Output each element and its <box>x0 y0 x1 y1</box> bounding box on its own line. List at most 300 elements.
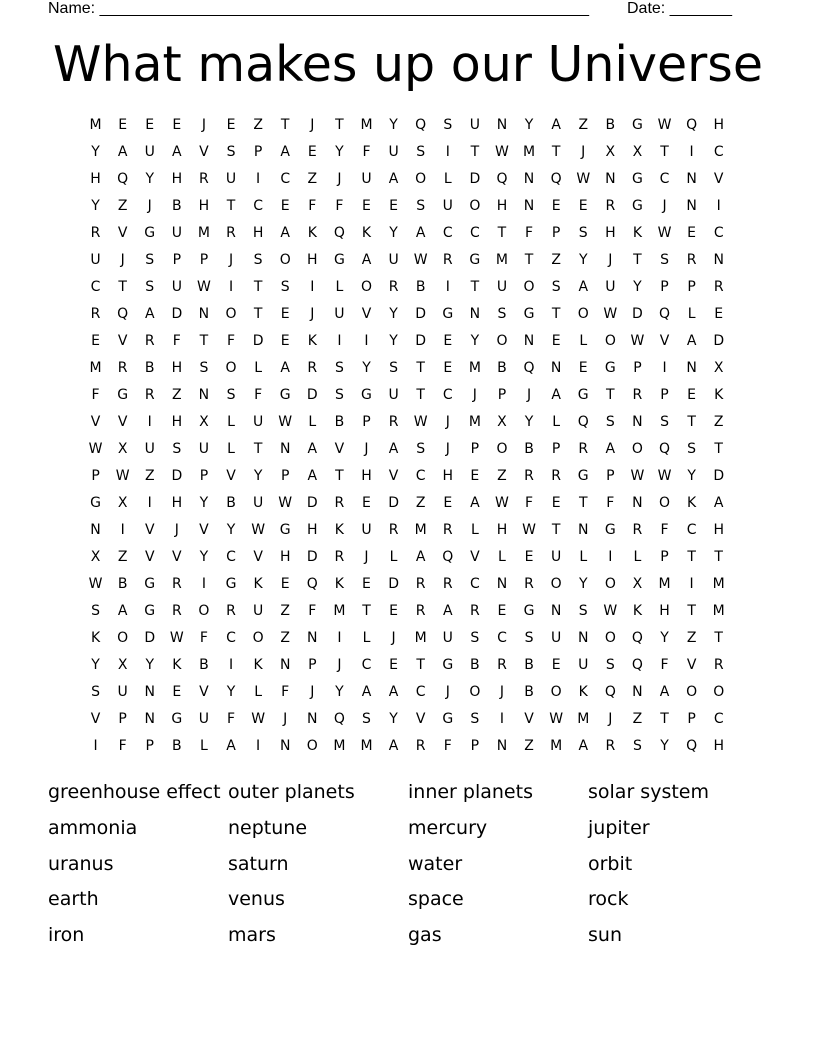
grid-letter: M <box>360 738 373 754</box>
grid-letter: K <box>632 603 643 619</box>
grid-letter: N <box>632 684 643 700</box>
grid-letter: E <box>145 117 155 133</box>
grid-letter: S <box>497 306 507 322</box>
grid-letter: A <box>361 684 372 700</box>
word-list-item: venus <box>228 888 285 911</box>
grid-letter: H <box>171 171 183 187</box>
grid-letter: I <box>445 144 450 160</box>
grid-letter: Q <box>659 306 671 322</box>
word-list-item: space <box>408 888 464 911</box>
grid-letter: D <box>171 468 183 484</box>
grid-letter: R <box>605 738 616 754</box>
grid-letter: Z <box>280 630 290 646</box>
grid-letter: H <box>605 225 616 241</box>
grid-row <box>82 355 732 382</box>
grid-letter: H <box>361 468 372 484</box>
grid-letter: D <box>388 495 399 511</box>
grid-letter: K <box>253 576 263 592</box>
grid-letter: A <box>117 144 128 160</box>
grid-letter: T <box>714 630 723 646</box>
grid-letter: F <box>199 630 208 646</box>
grid-letter: U <box>252 495 264 511</box>
grid-letter: R <box>524 576 534 592</box>
grid-letter: G <box>117 387 129 403</box>
grid-row <box>82 112 732 139</box>
grid-letter: M <box>550 738 563 754</box>
grid-letter: N <box>198 387 210 403</box>
grid-letter: X <box>117 441 128 457</box>
grid-letter: G <box>144 603 156 619</box>
grid-letter: Y <box>470 333 480 349</box>
grid-letter: A <box>551 387 561 403</box>
grid-letter: P <box>687 279 696 295</box>
grid-letter: L <box>254 684 263 700</box>
grid-letter: N <box>577 522 589 538</box>
grid-letter: S <box>226 144 236 160</box>
grid-letter: E <box>551 495 561 511</box>
grid-letter: U <box>225 171 237 187</box>
grid-letter: A <box>144 306 155 322</box>
grid-letter: G <box>361 387 372 403</box>
grid-letter: V <box>361 306 372 322</box>
grid-letter: I <box>228 657 234 673</box>
grid-letter: L <box>200 738 208 754</box>
grid-row <box>82 598 732 625</box>
grid-letter: V <box>90 711 101 727</box>
grid-letter: P <box>199 468 209 484</box>
word-list-item: uranus <box>48 852 114 875</box>
grid-letter: Z <box>551 252 561 268</box>
grid-letter: T <box>551 144 561 160</box>
grid-letter: Z <box>497 468 507 484</box>
grid-letter: A <box>226 738 236 754</box>
grid-letter: E <box>578 360 588 376</box>
grid-letter: U <box>252 414 264 430</box>
grid-letter: J <box>337 657 342 673</box>
grid-letter: E <box>551 198 561 214</box>
grid-letter: P <box>660 279 669 295</box>
grid-letter: S <box>605 657 615 673</box>
grid-letter: G <box>604 522 616 538</box>
grid-letter: Y <box>91 657 100 673</box>
grid-letter: Y <box>687 468 696 484</box>
grid-letter: F <box>226 711 236 727</box>
grid-letter: C <box>469 225 480 241</box>
grid-letter: A <box>388 684 399 700</box>
grid-letter: H <box>171 360 183 376</box>
grid-letter: W <box>576 171 591 187</box>
grid-letter: U <box>469 117 480 133</box>
grid-row <box>82 301 732 328</box>
grid-row <box>82 166 732 193</box>
grid-letter: D <box>469 171 481 187</box>
grid-letter: G <box>631 117 643 133</box>
grid-letter: U <box>171 225 182 241</box>
grid-letter: E <box>280 198 290 214</box>
grid-letter: O <box>550 684 562 700</box>
grid-letter: B <box>524 684 534 700</box>
grid-letter: V <box>524 711 534 727</box>
grid-letter: S <box>416 144 426 160</box>
grid-letter: Z <box>172 387 182 403</box>
grid-letter: M <box>712 603 725 619</box>
grid-letter: A <box>361 252 372 268</box>
grid-letter: N <box>144 711 155 727</box>
grid-letter: S <box>551 279 561 295</box>
grid-letter: R <box>632 522 643 538</box>
grid-letter: W <box>115 468 130 484</box>
grid-letter: H <box>442 468 454 484</box>
grid-letter: S <box>145 252 155 268</box>
grid-letter: H <box>713 522 724 538</box>
grid-letter: P <box>660 387 669 403</box>
grid-letter: I <box>445 279 450 295</box>
word-list-item: earth <box>48 888 99 911</box>
grid-letter: T <box>714 441 723 457</box>
grid-letter: P <box>606 468 615 484</box>
grid-letter: J <box>391 630 396 646</box>
grid-letter: V <box>117 225 128 241</box>
name-field-label[interactable]: Name: _______________________________________________________ <box>48 0 589 17</box>
grid-row <box>82 463 732 490</box>
grid-letter: Y <box>226 522 236 538</box>
word-list-item: jupiter <box>588 816 650 839</box>
grid-letter: E <box>118 117 128 133</box>
grid-letter: M <box>333 603 346 619</box>
grid-letter: C <box>659 171 670 187</box>
grid-letter: N <box>279 738 291 754</box>
grid-letter: W <box>278 495 293 511</box>
grid-letter: Z <box>117 549 128 565</box>
grid-letter: E <box>687 225 697 241</box>
grid-letter: I <box>120 522 125 538</box>
grid-letter: D <box>144 630 156 646</box>
grid-letter: J <box>120 252 125 268</box>
grid-letter: U <box>388 387 399 403</box>
grid-letter: G <box>604 360 616 376</box>
grid-letter: K <box>307 333 317 349</box>
grid-letter: S <box>362 711 371 727</box>
grid-letter: Y <box>389 306 398 322</box>
grid-letter: S <box>199 360 209 376</box>
grid-letter: Z <box>253 117 263 133</box>
grid-letter: N <box>550 360 562 376</box>
grid-letter: H <box>171 495 183 511</box>
grid-letter: W <box>169 630 184 646</box>
grid-letter: W <box>630 468 645 484</box>
grid-letter: A <box>280 225 290 241</box>
grid-letter: I <box>147 495 152 511</box>
word-list-item: iron <box>48 924 85 947</box>
grid-letter: J <box>662 198 667 214</box>
grid-letter: R <box>442 522 453 538</box>
grid-letter: U <box>388 144 399 160</box>
grid-letter: P <box>199 252 209 268</box>
grid-letter: U <box>144 441 155 457</box>
grid-row <box>82 652 732 679</box>
grid-letter: O <box>279 252 291 268</box>
grid-letter: V <box>172 549 182 565</box>
grid-letter: U <box>334 306 345 322</box>
grid-letter: O <box>469 198 481 214</box>
grid-letter: V <box>415 711 426 727</box>
grid-letter: S <box>334 387 344 403</box>
grid-letter: T <box>714 549 723 565</box>
grid-letter: Y <box>389 225 398 241</box>
grid-letter: T <box>253 279 263 295</box>
grid-letter: S <box>145 279 155 295</box>
grid-letter: P <box>470 441 480 457</box>
grid-letter: B <box>415 279 426 295</box>
grid-letter: J <box>174 522 179 538</box>
grid-letter: H <box>252 225 264 241</box>
grid-letter: A <box>442 603 453 619</box>
grid-letter: L <box>552 414 561 430</box>
grid-letter: V <box>144 549 155 565</box>
grid-letter: J <box>337 171 342 187</box>
grid-letter: B <box>470 657 480 673</box>
grid-letter: Q <box>415 117 427 133</box>
grid-letter: F <box>660 657 669 673</box>
grid-letter: R <box>171 603 182 619</box>
grid-letter: W <box>657 468 672 484</box>
word-list-item: ammonia <box>48 816 138 839</box>
grid-letter: O <box>225 360 237 376</box>
grid-letter: T <box>253 441 263 457</box>
grid-letter: T <box>335 117 344 133</box>
grid-letter: N <box>632 414 643 430</box>
grid-letter: S <box>605 414 615 430</box>
grid-letter: T <box>362 603 371 619</box>
grid-letter: O <box>604 576 616 592</box>
grid-letter: Y <box>660 630 669 646</box>
grid-letter: M <box>89 360 102 376</box>
grid-letter: B <box>226 495 236 511</box>
grid-letter: Z <box>713 414 724 430</box>
grid-letter: U <box>198 441 210 457</box>
grid-letter: W <box>549 711 564 727</box>
grid-letter: A <box>659 684 670 700</box>
grid-letter: N <box>686 360 697 376</box>
grid-row <box>82 382 732 409</box>
grid-letter: R <box>334 495 345 511</box>
grid-letter: A <box>415 549 426 565</box>
grid-letter: B <box>497 360 507 376</box>
grid-letter: M <box>495 252 508 268</box>
grid-letter: R <box>415 738 426 754</box>
grid-letter: C <box>713 711 724 727</box>
word-list-item: greenhouse effect <box>48 781 221 803</box>
grid-row <box>82 490 732 517</box>
grid-letter: L <box>579 549 588 565</box>
word-list-item: gas <box>408 924 442 947</box>
grid-letter: C <box>280 171 291 187</box>
grid-letter: R <box>171 576 182 592</box>
grid-letter: E <box>524 549 534 565</box>
grid-letter: N <box>550 603 562 619</box>
grid-letter: P <box>687 711 696 727</box>
grid-letter: M <box>523 144 536 160</box>
grid-letter: D <box>306 387 318 403</box>
grid-letter: M <box>414 630 427 646</box>
grid-letter: H <box>713 738 724 754</box>
grid-letter: W <box>413 414 428 430</box>
grid-letter: I <box>689 144 694 160</box>
grid-letter: H <box>198 198 210 214</box>
grid-letter: Q <box>442 549 454 565</box>
grid-letter: F <box>525 495 534 511</box>
grid-letter: A <box>713 495 724 511</box>
grid-letter: U <box>442 630 453 646</box>
grid-letter: I <box>228 279 234 295</box>
grid-letter: B <box>172 198 182 214</box>
grid-letter: Y <box>660 738 669 754</box>
page-title: What makes up our Universe <box>53 36 763 93</box>
grid-letter: V <box>253 549 263 565</box>
grid-letter: J <box>283 711 288 727</box>
grid-letter: Y <box>335 144 344 160</box>
grid-letter: Y <box>578 252 588 268</box>
grid-letter: C <box>469 576 480 592</box>
grid-letter: U <box>90 252 101 268</box>
date-field-label[interactable]: Date: _______ <box>627 0 732 17</box>
grid-letter: A <box>388 738 399 754</box>
grid-letter: O <box>550 576 562 592</box>
grid-letter: T <box>199 333 209 349</box>
grid-row <box>82 220 732 247</box>
grid-letter: L <box>227 414 235 430</box>
word-list-item: outer planets <box>228 781 355 803</box>
grid-letter: K <box>334 576 344 592</box>
grid-letter: Y <box>91 198 100 214</box>
grid-letter: F <box>308 198 317 214</box>
grid-letter: Q <box>117 171 129 187</box>
grid-letter: B <box>605 117 616 133</box>
grid-letter: E <box>280 576 290 592</box>
grid-letter: X <box>605 144 616 160</box>
word-list-item: mars <box>228 924 276 947</box>
grid-letter: X <box>117 657 128 673</box>
grid-letter: A <box>578 279 589 295</box>
grid-letter: P <box>118 711 127 727</box>
grid-letter: J <box>364 549 369 565</box>
grid-letter: S <box>660 252 669 268</box>
grid-letter: D <box>306 549 318 565</box>
grid-letter: U <box>496 279 508 295</box>
grid-letter: U <box>252 603 264 619</box>
grid-letter: O <box>252 630 264 646</box>
grid-letter: Y <box>389 711 398 727</box>
grid-letter: P <box>551 441 561 457</box>
grid-letter: Y <box>199 495 209 511</box>
grid-letter: T <box>416 360 425 376</box>
grid-letter: Q <box>496 171 508 187</box>
grid-letter: W <box>603 306 618 322</box>
grid-letter: I <box>147 414 152 430</box>
grid-letter: H <box>90 171 101 187</box>
grid-letter: W <box>495 144 509 160</box>
letter-grid <box>82 112 732 760</box>
grid-row <box>82 733 732 760</box>
grid-letter: M <box>197 225 210 241</box>
grid-letter: O <box>659 495 671 511</box>
grid-letter: G <box>469 252 481 268</box>
grid-letter: U <box>578 657 589 673</box>
grid-letter: E <box>389 657 398 673</box>
grid-letter: R <box>226 603 236 619</box>
grid-letter: F <box>281 684 290 700</box>
grid-letter: W <box>251 522 266 538</box>
grid-letter: U <box>117 684 128 700</box>
grid-letter: M <box>360 117 373 133</box>
grid-letter: Y <box>389 117 398 133</box>
grid-letter: H <box>171 414 183 430</box>
grid-letter: F <box>254 387 263 403</box>
grid-letter: M <box>468 414 481 430</box>
grid-letter: W <box>413 252 428 268</box>
grid-letter: Y <box>578 576 588 592</box>
grid-letter: S <box>253 252 263 268</box>
grid-letter: C <box>90 279 101 295</box>
grid-letter: Y <box>335 684 344 700</box>
grid-letter: S <box>416 198 426 214</box>
grid-letter: T <box>497 225 507 241</box>
grid-letter: Q <box>550 171 562 187</box>
grid-letter: S <box>280 279 290 295</box>
grid-row <box>82 436 732 463</box>
grid-letter: T <box>470 144 480 160</box>
grid-letter: S <box>687 441 697 457</box>
grid-letter: R <box>442 252 453 268</box>
grid-letter: I <box>337 630 342 646</box>
grid-letter: F <box>443 738 452 754</box>
grid-letter: H <box>713 117 724 133</box>
grid-letter: A <box>415 225 426 241</box>
grid-letter: T <box>416 387 425 403</box>
word-list <box>48 778 788 957</box>
grid-letter: V <box>199 522 209 538</box>
grid-letter: T <box>280 117 290 133</box>
grid-letter: Q <box>306 576 318 592</box>
grid-letter: C <box>686 522 697 538</box>
grid-letter: J <box>310 117 315 133</box>
grid-letter: R <box>199 171 209 187</box>
grid-letter: S <box>578 603 588 619</box>
grid-letter: X <box>90 549 101 565</box>
grid-letter: R <box>632 387 643 403</box>
grid-letter: Q <box>631 657 643 673</box>
grid-letter: E <box>443 360 453 376</box>
grid-letter: B <box>524 441 534 457</box>
grid-letter: C <box>226 549 236 565</box>
grid-letter: K <box>172 657 182 673</box>
grid-letter: A <box>172 144 182 160</box>
grid-letter: F <box>362 144 371 160</box>
grid-letter: T <box>551 522 561 538</box>
grid-letter: U <box>551 630 562 646</box>
grid-letter: R <box>388 414 399 430</box>
grid-letter: E <box>470 468 480 484</box>
grid-letter: X <box>632 144 643 160</box>
grid-letter: L <box>362 630 371 646</box>
grid-letter: O <box>496 441 508 457</box>
grid-letter: G <box>333 252 345 268</box>
grid-letter: R <box>578 441 589 457</box>
grid-letter: D <box>415 333 427 349</box>
grid-letter: Q <box>577 414 589 430</box>
grid-row <box>82 409 732 436</box>
grid-letter: G <box>442 306 454 322</box>
